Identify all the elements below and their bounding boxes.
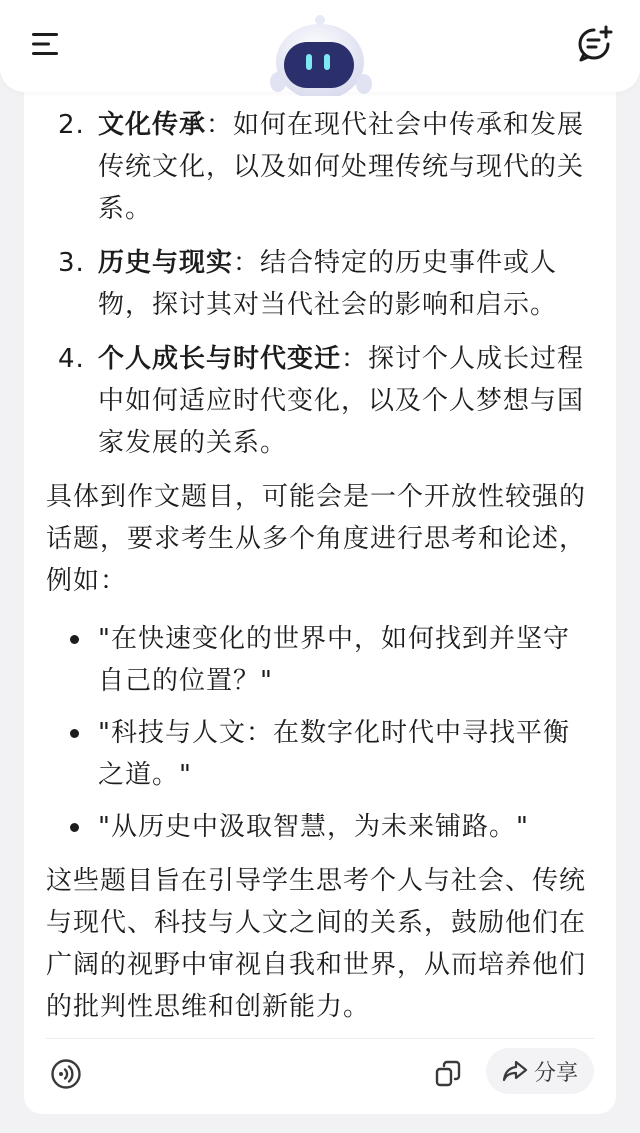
new-chat-icon	[577, 25, 615, 63]
new-chat-button[interactable]	[576, 24, 616, 64]
bullet-text: "在快速变化的世界中，如何找到并坚守自己的位置？"	[98, 624, 570, 696]
message-content	[46, 104, 596, 1044]
list-number: 3.	[58, 248, 85, 278]
copy-icon	[434, 1060, 462, 1088]
share-icon	[502, 1059, 528, 1083]
list-item	[46, 338, 596, 464]
share-button[interactable]	[486, 1048, 594, 1094]
list-item	[46, 242, 596, 326]
bullet-list	[46, 618, 596, 848]
hamburger-menu-icon	[32, 32, 60, 56]
list-number: 2.	[58, 110, 85, 140]
copy-button[interactable]	[430, 1056, 466, 1092]
list-item-heading: 个人成长与时代变迁	[98, 344, 342, 374]
numbered-list	[46, 104, 596, 464]
speaker-icon	[50, 1058, 82, 1090]
message-actions	[24, 1038, 616, 1114]
list-item-heading: 历史与现实	[98, 248, 234, 278]
read-aloud-button[interactable]	[48, 1056, 84, 1092]
bullet-text: "科技与人文：在数字化时代中寻找平衡之道。"	[98, 718, 570, 790]
robot-mascot	[266, 12, 376, 96]
ai-message-card	[24, 70, 616, 1114]
bullet-dot	[70, 823, 79, 832]
share-label: 分享	[533, 1060, 578, 1086]
list-item-text: ：探讨个人成长过程中如何适应时代变化，以及个人梦想与国家发展的关系。	[98, 344, 585, 458]
paragraph: 这些题目旨在引导学生思考个人与社会、传统与现代、科技与人文之间的关系，鼓励他们在广阔的视野中审视自我和世界，从而培养他们的批判性思维和创新能力。	[46, 866, 587, 1022]
bullet-text: "从历史中汲取智慧，为未来铺路。"	[98, 812, 529, 842]
list-number: 4.	[58, 344, 85, 374]
paragraph: 具体到作文题目，可能会是一个开放性较强的话题，要求考生从多个角度进行思考和论述，例如：	[46, 482, 587, 596]
bullet-dot	[70, 729, 79, 738]
divider	[46, 1038, 594, 1039]
menu-button[interactable]	[28, 26, 64, 62]
bullet-item	[46, 712, 596, 796]
bullet-dot	[70, 635, 79, 644]
bullet-item	[46, 618, 596, 702]
list-item	[46, 104, 596, 230]
list-item-text: ：如何在现代社会中传承和发展传统文化，以及如何处理传统与现代的关系。	[98, 110, 585, 224]
list-item-text: ：结合特定的历史事件或人物，探讨其对当代社会的影响和启示。	[98, 248, 558, 320]
list-item-heading: 文化传承	[98, 110, 207, 140]
bullet-item	[46, 806, 596, 848]
